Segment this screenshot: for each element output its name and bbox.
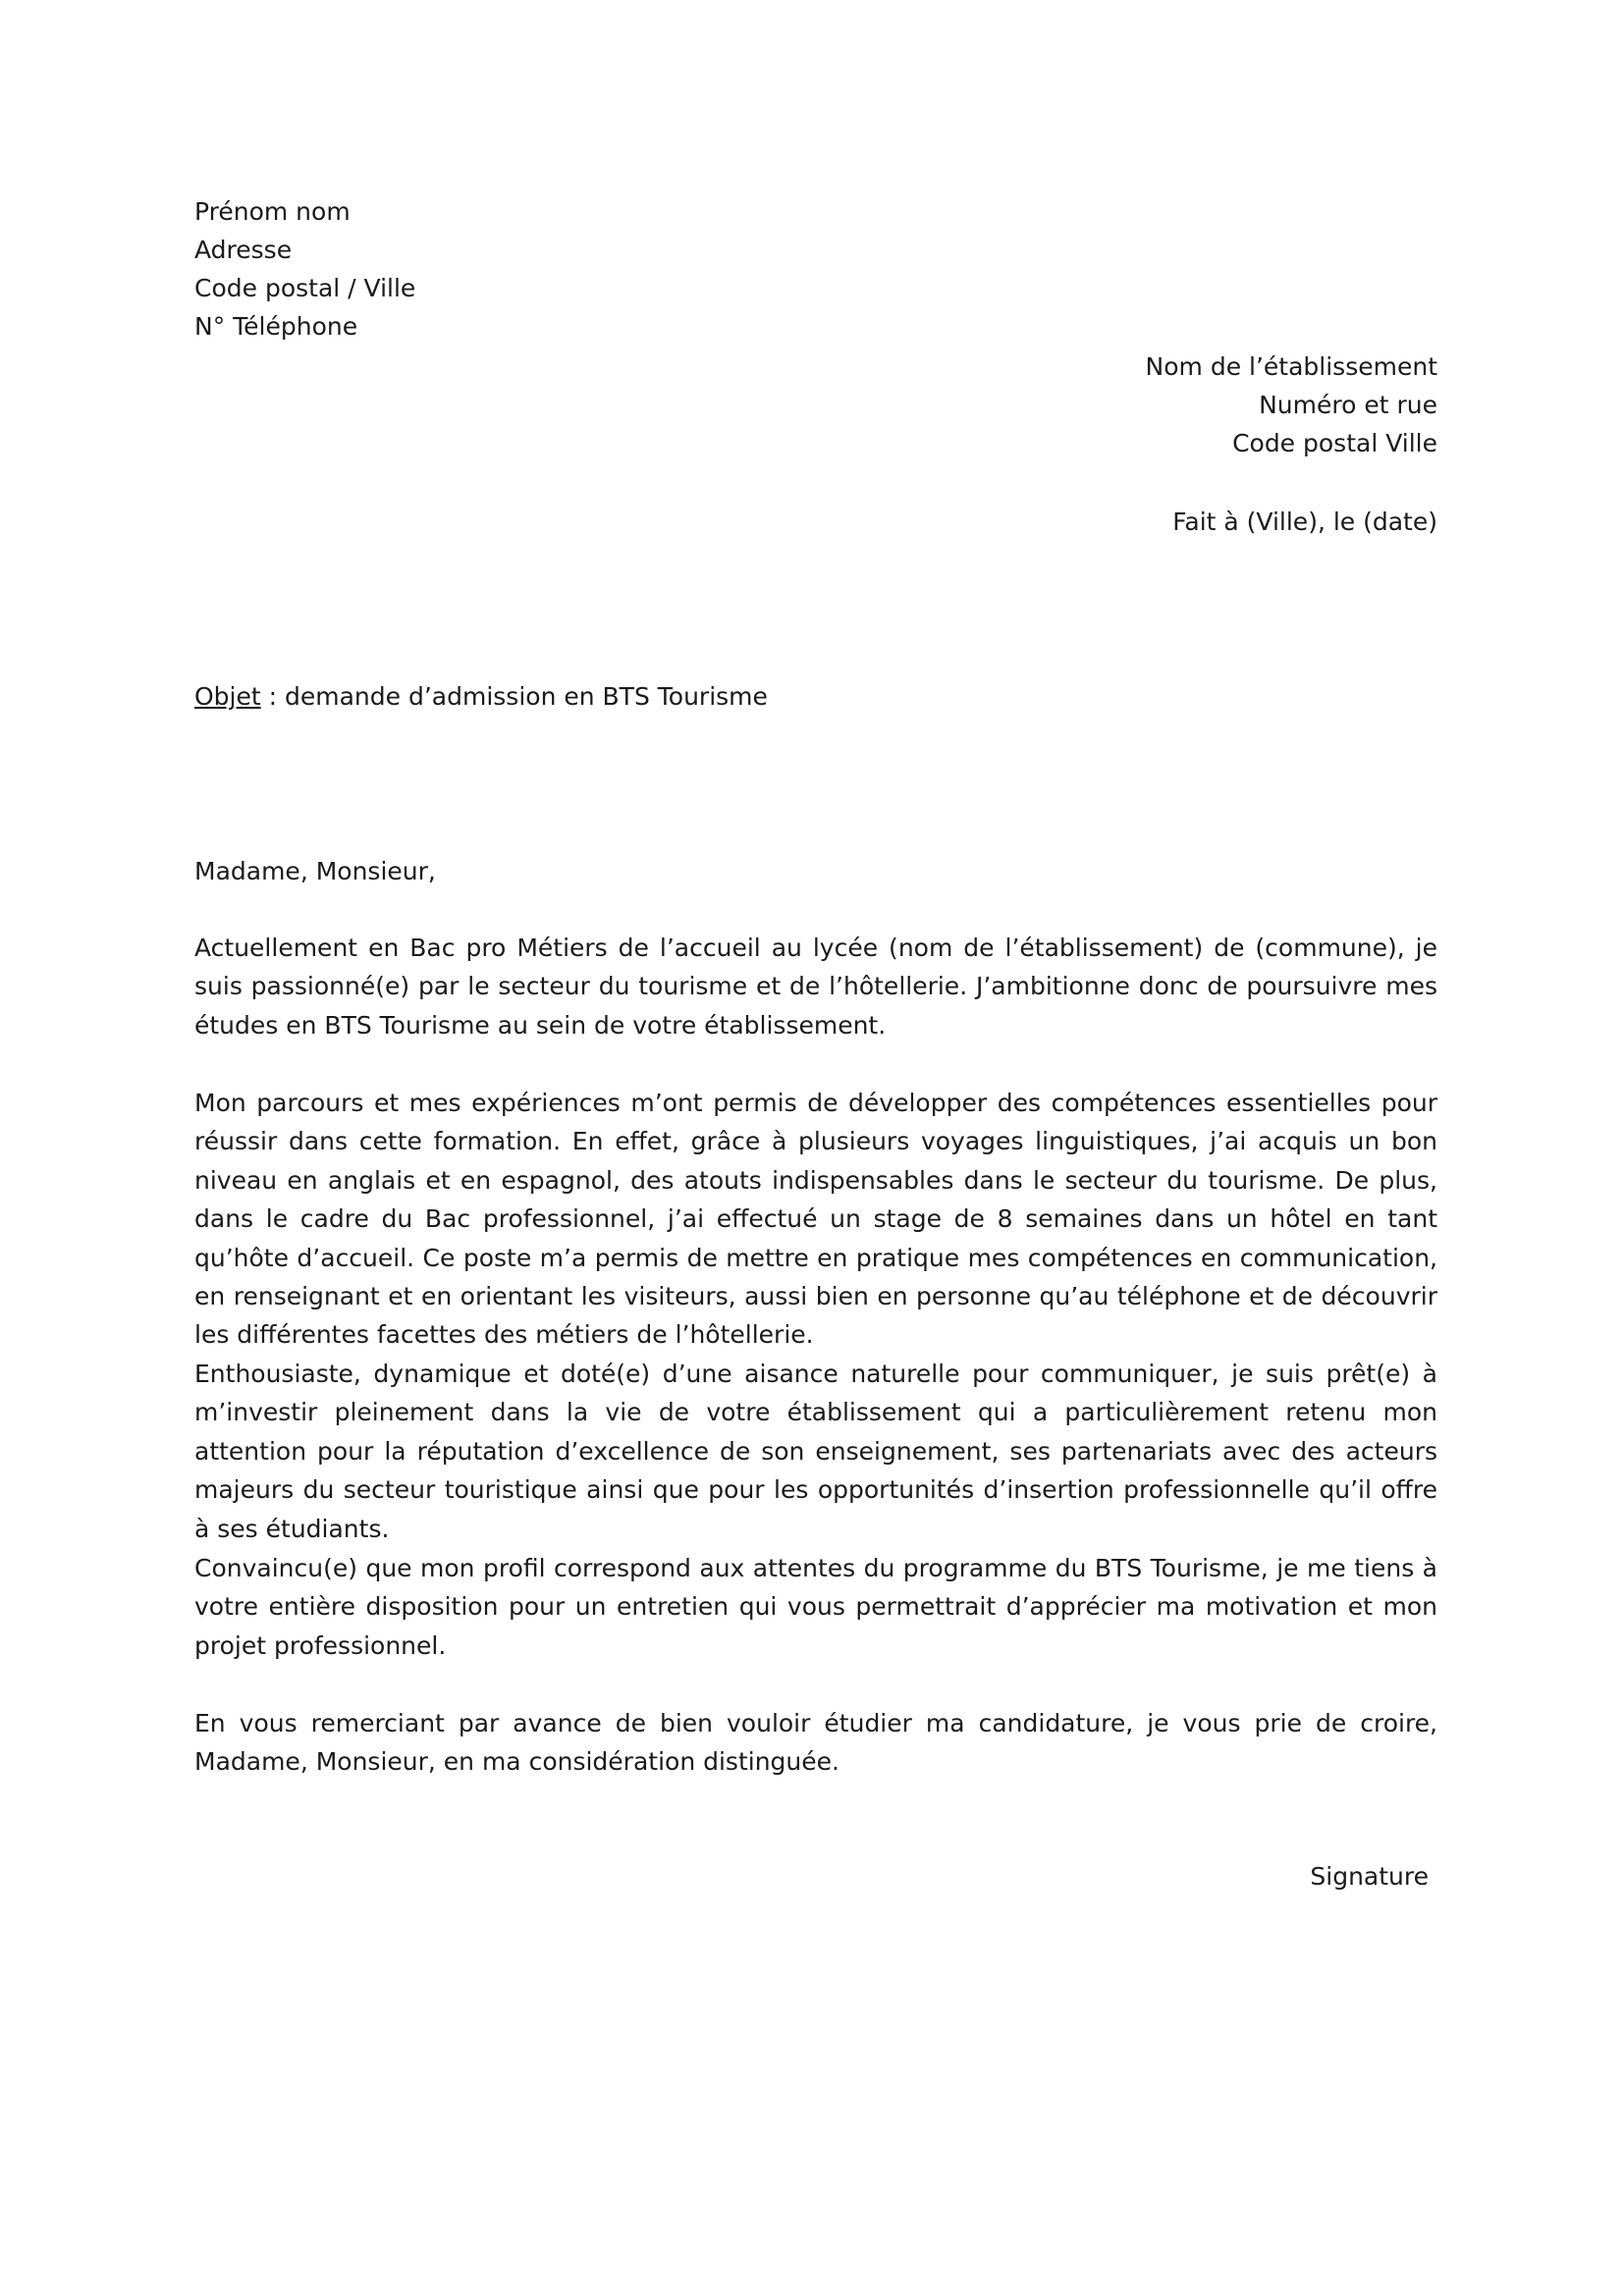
body-paragraph: Enthousiaste, dynamique et doté(e) d’une aisance naturelle pour communiquer, je suis prêt(e) à m’investir pleinement dans la vie de votre établissement qui a particulièrement retenu mon attention pour la réputation d’excellence de son enseignement, ses partenariats avec des acteurs majeurs du secteur touristique ainsi que pour les opportunités d’insertion professionnelle qu’il offre à ses étudiants.	[194, 1360, 1437, 1543]
closing-paragraph: En vous remerciant par avance de bien vouloir étudier ma candidature, je vous prie de croire, Madame, Monsieur, en ma considération distinguée.	[194, 1709, 1437, 1777]
body-paragraph: Convaincu(e) que mon profil correspond aux attentes du programme du BTS Tourisme, je me tiens à votre entière disposition pour un entretien qui vous permettrait d’apprécier ma motivation et mon projet professionnel.	[194, 1554, 1437, 1660]
subject-label: Objet	[194, 682, 261, 711]
recipient-block	[1146, 347, 1437, 462]
recipient-postal-city: Code postal Ville	[1232, 429, 1437, 457]
sender-block	[194, 192, 415, 346]
place-date: Fait à (Ville), le (date)	[1172, 507, 1437, 536]
sender-postal-city: Code postal / Ville	[194, 274, 416, 302]
subject-line	[194, 677, 768, 716]
recipient-street: Numéro et rue	[1259, 391, 1437, 419]
sender-name: Prénom nom	[194, 197, 351, 226]
subject-text: : demande d’admission en BTS Tourisme	[260, 682, 768, 711]
sender-address: Adresse	[194, 236, 293, 264]
body-paragraph: Mon parcours et mes expériences m’ont permis de développer des compétences essentielles pour réussir dans cette formation. En effet, grâce à plusieurs voyages linguistiques, j’ai acquis un bon niveau en anglais et en espagnol, des atouts indispensables dans le secteur du tourisme. De plus, dans le cadre du Bac professionnel, j’ai effectué un stage de 8 semaines dans un hôtel en tant qu’hôte d’accueil. Ce poste m’a permis de mettre en pratique mes compétences en communication, en renseignant et en orientant les visiteurs, aussi bien en personne qu’au téléphone et de découvrir les différentes facettes des métiers de l’hôtellerie.	[194, 1089, 1437, 1350]
salutation: Madame, Monsieur,	[194, 857, 436, 885]
sender-phone: N° Téléphone	[194, 312, 358, 341]
body-paragraph: Actuellement en Bac pro Métiers de l’accueil au lycée (nom de l’établissement) de (commune), je suis passionné(e) par le secteur du tourisme et de l’hôtellerie. J’ambitionne donc de poursuivre mes études en BTS Tourisme au sein de votre établissement.	[194, 934, 1437, 1040]
signature: Signature	[1310, 1862, 1429, 1891]
recipient-name: Nom de l’établissement	[1145, 352, 1437, 381]
